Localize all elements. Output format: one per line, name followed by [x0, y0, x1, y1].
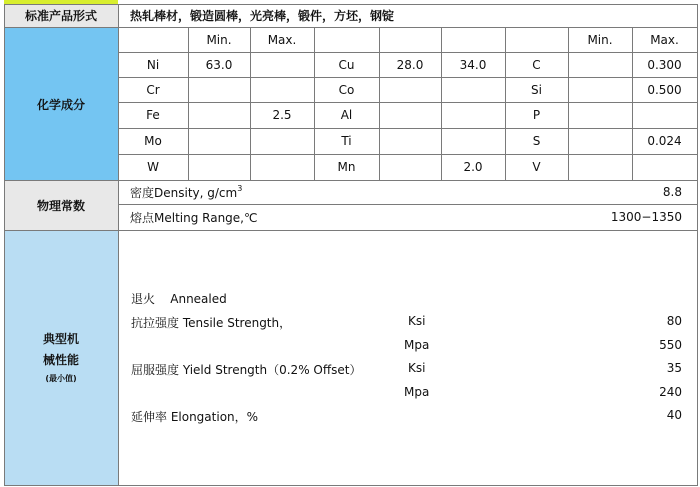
chem-element: Cu: [338, 57, 355, 72]
chem-value: [250, 154, 314, 180]
mechanical-label-line2: 械性能: [42, 353, 79, 367]
chem-header-max-3: Max.: [650, 32, 679, 47]
chem-value: 63.0: [205, 57, 233, 72]
elongation-value: 40: [666, 408, 682, 422]
chem-value: 0.024: [647, 134, 682, 148]
chem-header-max-1: Max.: [267, 32, 297, 47]
chem-header-min-3: Min.: [587, 32, 613, 47]
chem-value: 0.300: [647, 57, 682, 72]
chem-element: W: [147, 160, 159, 174]
chem-value: [568, 128, 632, 154]
chem-value: [250, 128, 314, 154]
chem-element: V: [532, 160, 541, 174]
chem-element: C: [532, 57, 541, 72]
chem-element: Al: [340, 108, 353, 122]
chem-value: 2.0: [463, 160, 483, 174]
condition-annealed: 退火 Annealed: [131, 292, 227, 306]
chem-value: [568, 154, 632, 180]
rule: [697, 4, 698, 486]
yield-mpa-value: 240: [659, 385, 682, 399]
physical-label: 物理常数: [36, 198, 85, 213]
chem-value: [379, 77, 441, 102]
chem-element: Co: [338, 82, 355, 97]
melting-value: 1300−1350: [610, 210, 682, 224]
chem-value: [632, 102, 697, 128]
chem-value: 28.0: [396, 57, 424, 72]
rule: [4, 485, 698, 486]
chem-value: 34.0: [459, 57, 487, 72]
chem-value: [441, 128, 505, 154]
elongation-label: 延伸率 Elongation，%: [131, 410, 259, 424]
chem-value: [441, 102, 505, 128]
tensile-ksi-unit: Ksi: [408, 314, 426, 328]
chem-value: [379, 102, 441, 128]
standard-forms-value: 热轧棒材，锻造圆棒，光亮棒，锻件，方坯，钢锭: [130, 9, 395, 23]
chem-header-min-1: Min.: [206, 32, 232, 47]
chemical-label: 化学成分: [36, 97, 85, 112]
mechanical-label: [4, 230, 118, 485]
tensile-ksi-value: 80: [666, 314, 682, 328]
mechanical-label-line1: 典型机: [42, 332, 79, 346]
yield-mpa-unit: Mpa: [404, 385, 430, 399]
tensile-mpa-value: 550: [659, 338, 682, 352]
density-label: [130, 180, 242, 204]
chem-value: [250, 77, 314, 102]
tensile-mpa-unit: Mpa: [404, 338, 430, 352]
chem-element: S: [532, 134, 541, 148]
chem-value: 0.500: [647, 82, 682, 97]
chem-element: Mo: [144, 134, 162, 148]
chem-element: P: [532, 108, 541, 122]
chem-element: Cr: [146, 82, 160, 97]
chem-value: [188, 102, 250, 128]
chem-value: [568, 102, 632, 128]
chem-element: Ti: [341, 134, 352, 148]
chem-value: [188, 128, 250, 154]
chem-value: [188, 154, 250, 180]
density-label-superscript: 3: [237, 183, 243, 193]
chem-value: [568, 52, 632, 77]
yield-ksi-value: 35: [666, 361, 682, 375]
chem-value: 2.5: [272, 108, 292, 122]
chem-element: Ni: [146, 57, 160, 72]
chem-element: Si: [531, 82, 542, 97]
chem-value: [568, 77, 632, 102]
chem-value: [441, 77, 505, 102]
yield-ksi-unit: Ksi: [408, 361, 426, 375]
chem-value: [250, 52, 314, 77]
chem-element: Fe: [146, 108, 160, 122]
chem-value: [632, 154, 697, 180]
density-label-text: 密度Density, g/cm: [130, 185, 238, 200]
density-value: 8.8: [662, 185, 682, 199]
mechanical-label-note: (最小值): [45, 374, 77, 383]
standard-forms-label: 标准产品形式: [24, 9, 97, 23]
chem-element: Mn: [337, 160, 356, 174]
yield-label: 屈服强度 Yield Strength（0.2% Offset）: [131, 363, 362, 377]
melting-label: 熔点Melting Range,℃: [130, 210, 258, 225]
tensile-label: 抗拉强度 Tensile Strength，: [131, 316, 292, 330]
chem-value: [379, 154, 441, 180]
chem-value: [188, 77, 250, 102]
chem-value: [379, 128, 441, 154]
